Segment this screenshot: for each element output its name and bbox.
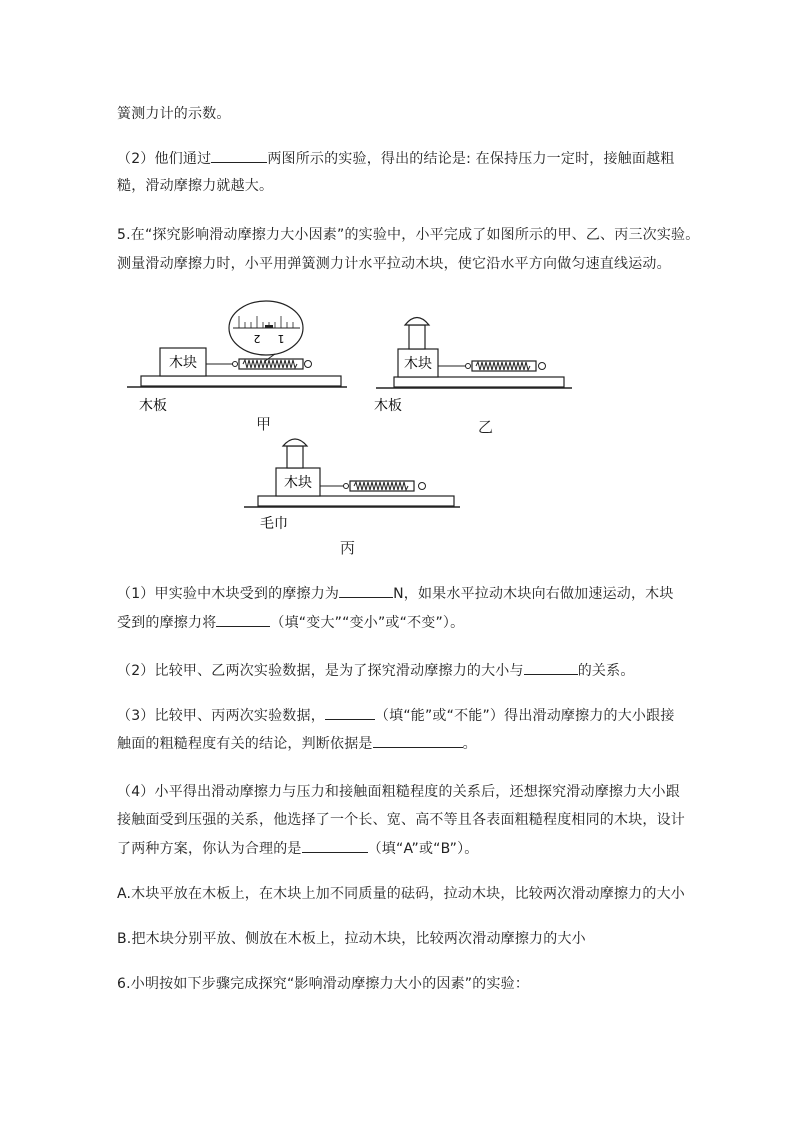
question-5-2 xyxy=(117,660,635,681)
text-line xyxy=(117,254,671,274)
ring xyxy=(419,483,426,490)
figure-caption-yi: 乙 xyxy=(478,418,494,436)
figure-caption-jia: 甲 xyxy=(256,415,272,433)
towel-board xyxy=(258,496,454,506)
hook xyxy=(466,364,471,369)
question-6-intro xyxy=(117,974,529,994)
text: （4）小平得出滑动摩擦力与压力和接触面粗糙程度的关系后，还想探究滑动摩擦力大小跟 xyxy=(117,784,680,800)
text: 测量滑动摩擦力时，小平用弹簧测力计水平拉动木块，使它沿水平方向做匀速直线运动。 xyxy=(117,256,671,272)
board xyxy=(394,377,564,387)
text: （2）他们通过 xyxy=(117,151,212,167)
surface-label: 毛巾 xyxy=(260,516,288,532)
text: 5.在“探究影响滑动摩擦力大小因素”的实验中，小平完成了如图所示的甲、乙、丙三次实验。 xyxy=(117,227,700,243)
question-5-intro xyxy=(117,225,699,245)
answer-blank[interactable] xyxy=(216,612,270,627)
dial-number: 2 xyxy=(253,332,261,345)
text: 受到的摩擦力将 xyxy=(117,615,217,631)
question-5-1 xyxy=(117,583,674,604)
question-4-2 xyxy=(117,148,674,169)
weight xyxy=(287,446,303,468)
figure-yi xyxy=(358,308,578,418)
text: 了两种方案，你认为合理的是 xyxy=(117,841,302,857)
surface-label: 木板 xyxy=(139,398,167,414)
text: 的关系。 xyxy=(577,663,635,679)
hook xyxy=(344,484,349,489)
answer-blank[interactable] xyxy=(373,733,463,748)
text: 两图所示的实验，得出的结论是: 在保持压力一定时，接触面越粗 xyxy=(267,151,675,167)
pointer-mark xyxy=(265,325,273,328)
text: （填“变大”“变小”或“不变”）。 xyxy=(270,615,465,631)
block-label: 木块 xyxy=(169,355,197,371)
answer-blank[interactable] xyxy=(211,148,267,163)
question-5-4-cont xyxy=(117,838,479,859)
ring xyxy=(305,361,312,368)
block-label: 木块 xyxy=(284,475,312,491)
text: （填“A”或“B”）。 xyxy=(367,841,479,857)
text: 。 xyxy=(462,736,477,752)
question-5-3 xyxy=(117,705,675,726)
weight-knob xyxy=(283,439,307,446)
text-line xyxy=(117,104,231,124)
option-a xyxy=(117,884,685,904)
text: 6.小明按如下步骤完成探究“影响滑动摩擦力大小的因素”的实验： xyxy=(117,976,530,992)
text: （2）比较甲、乙两次实验数据，是为了探究滑动摩擦力的大小与 xyxy=(117,663,524,679)
ring xyxy=(539,363,546,370)
weight xyxy=(409,325,425,349)
dial-number: 1 xyxy=(277,332,285,345)
question-5-3-cont xyxy=(117,733,477,754)
question-5-1-cont xyxy=(117,612,464,633)
text: 接触面受到压强的关系，他选择了一个长、宽、高不等且各表面粗糙程度相同的木块，设计 xyxy=(117,812,685,828)
figure-bing xyxy=(240,432,465,532)
answer-blank[interactable] xyxy=(302,838,368,853)
text: 簧测力计的示数。 xyxy=(117,106,231,122)
option-b xyxy=(117,929,586,949)
answer-blank[interactable] xyxy=(339,583,393,598)
weight-knob xyxy=(405,318,429,326)
text: N，如果水平拉动木块向右做加速运动，木块 xyxy=(393,586,674,602)
answer-blank[interactable] xyxy=(524,660,578,675)
text: B.把木块分别平放、侧放在木板上，拉动木块，比较两次滑动摩擦力的大小 xyxy=(117,931,586,947)
surface-label: 木板 xyxy=(374,398,402,414)
text-line xyxy=(117,176,273,196)
board xyxy=(141,376,341,386)
text: 触面的粗糙程度有关的结论，判断依据是 xyxy=(117,736,373,752)
text: 糙，滑动摩擦力就越大。 xyxy=(117,178,274,194)
figure-caption-bing: 丙 xyxy=(340,539,356,557)
text: （1）甲实验中木块受到的摩擦力为 xyxy=(117,586,340,602)
text: （3）比较甲、丙两次实验数据， xyxy=(117,708,325,724)
text: （填“能”或“不能”）得出滑动摩擦力的大小跟接 xyxy=(374,708,675,724)
figure-jia xyxy=(125,298,350,433)
answer-blank[interactable] xyxy=(325,705,375,720)
question-5-4 xyxy=(117,782,680,802)
question-5-4-cont xyxy=(117,810,685,830)
text: A.木块平放在木板上，在木块上加不同质量的砝码，拉动木块，比较两次滑动摩擦力的大小 xyxy=(117,886,685,902)
hook xyxy=(233,362,238,367)
block-label: 木块 xyxy=(404,356,432,372)
